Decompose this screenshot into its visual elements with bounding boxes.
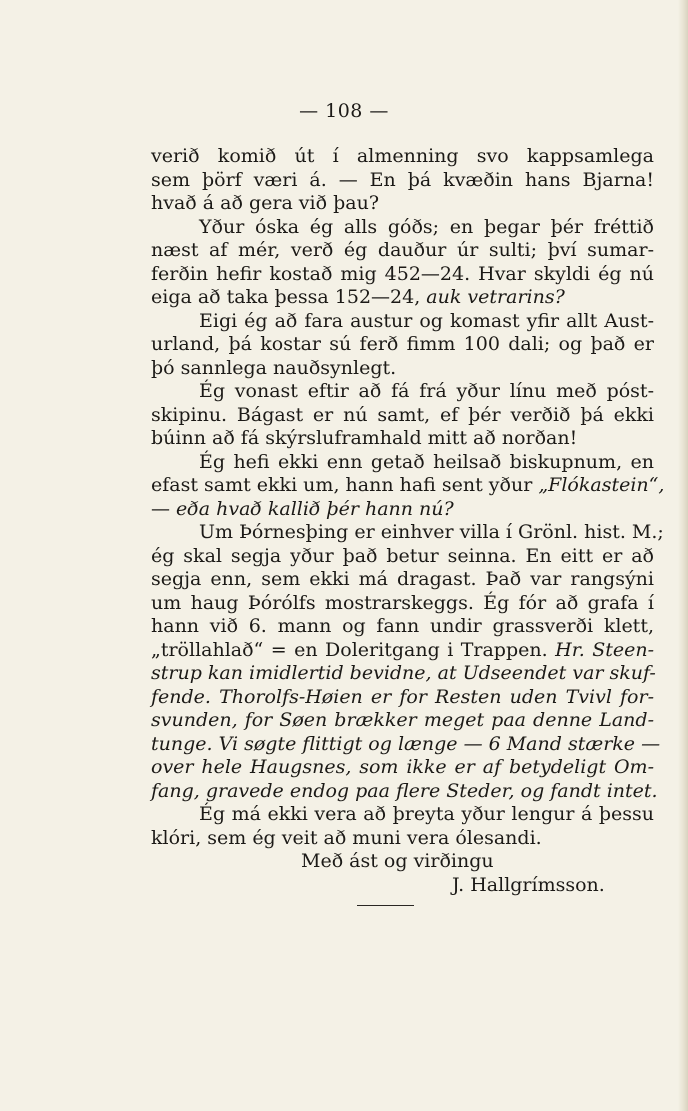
text-line (151, 474, 665, 498)
italic-segment: strup kan imidlertid bevidne, at Udseendet var skuf- (151, 662, 656, 684)
closing-rule (357, 905, 414, 906)
text-line (151, 639, 654, 663)
text-line: Um Þórnesþing er einhver villa í Grönl. hist. M.; (199, 521, 664, 543)
italic-segment: Hr. Steen- (555, 638, 654, 661)
text-line (151, 779, 658, 804)
text-line: sem þörf væri á. — En þá kvæðin hans Bjarna! (151, 168, 654, 191)
text-line: klóri, sem ég veit að muni vera ólesandi. (151, 826, 542, 849)
italic-segment: „Flókastein“, (538, 474, 665, 496)
text-line: Eigi ég að fara austur og komast yfir allt Aust- (199, 309, 654, 332)
italic-segment: eða hvað kallið þér hann nú? (176, 497, 454, 520)
italic-segment: svunden, for Søen brækker meget paa denne Land- (151, 709, 654, 731)
text-segment: — (151, 497, 177, 520)
page-edge (678, 0, 688, 1111)
italic-segment: auk vetrarins? (426, 286, 565, 308)
text-line: næst af mér, verð ég dauður úr sulti; því sumar- (151, 239, 654, 261)
text-line (151, 286, 654, 310)
italic-segment: fende. Thorolfs-Høien er for Resten uden Tvivl for- (151, 685, 654, 708)
text-line (151, 709, 654, 733)
italic-segment: fang, gravede endog paa flere Steder, og fandt intet. (151, 779, 658, 802)
text-line: Ég má ekki vera að þreyta yður lengur á þessu (199, 803, 654, 825)
italic-segment: tunge. Vi søgte flittigt og længe — 6 Mand stærke — (151, 732, 661, 755)
text-line: urland, þá kostar sú ferð fimm 100 dali; og það er (151, 333, 654, 355)
text-line: J. Hallgrímsson. (452, 873, 605, 896)
italic-segment: over hele Haugsnes, som ikke er af betydeligt Om- (151, 756, 654, 778)
text-line (151, 686, 654, 710)
text-line: ég skal segja yður það betur seinna. En eitt er að (151, 544, 654, 567)
text-line: Ég vonast eftir að fá frá yður línu með póst- (199, 380, 654, 402)
text-segment: eiga að taka þessa 152—24, (151, 286, 427, 308)
text-line (151, 732, 661, 757)
text-line: segja enn, sem ekki má dragast. Það var rangsýni (151, 568, 654, 590)
text-line: verið komið út í almenning svo kappsamlega (151, 145, 654, 167)
text-line: Með ást og virðingu (301, 850, 494, 872)
text-segment: „tröllahlað“ = en Doleritgang i Trappen. (151, 638, 556, 661)
text-line: um haug Þórólfs mostrarskeggs. Ég fór að grafa í (151, 591, 654, 614)
text-line (151, 662, 654, 686)
letter-text (151, 145, 665, 897)
page-number: — 108 — (299, 100, 389, 122)
text-line (151, 756, 654, 780)
text-line (151, 498, 654, 522)
text-line: Ég hefi ekki enn getað heilsað biskupnum, en (199, 450, 654, 473)
text-segment: efast samt ekki um, hann hafi sent yður (151, 474, 539, 496)
text-line: þó sannlega nauðsynlegt. (151, 356, 397, 379)
text-line: búinn að fá skýrsluframhald mitt að norðan! (151, 427, 578, 449)
text-line: skipinu. Bágast er nú samt, ef þér verðið þá ekki (151, 403, 654, 426)
text-line: hann við 6. mann og fann undir grassverði klett, (151, 615, 654, 637)
text-line: hvað á að gera við þau? (151, 192, 380, 214)
text-line: ferðin hefir kostað mig 452—24. Hvar skyldi ég nú (151, 262, 654, 285)
text-line: Yður óska ég alls góðs; en þegar þér fréttið (199, 215, 654, 238)
